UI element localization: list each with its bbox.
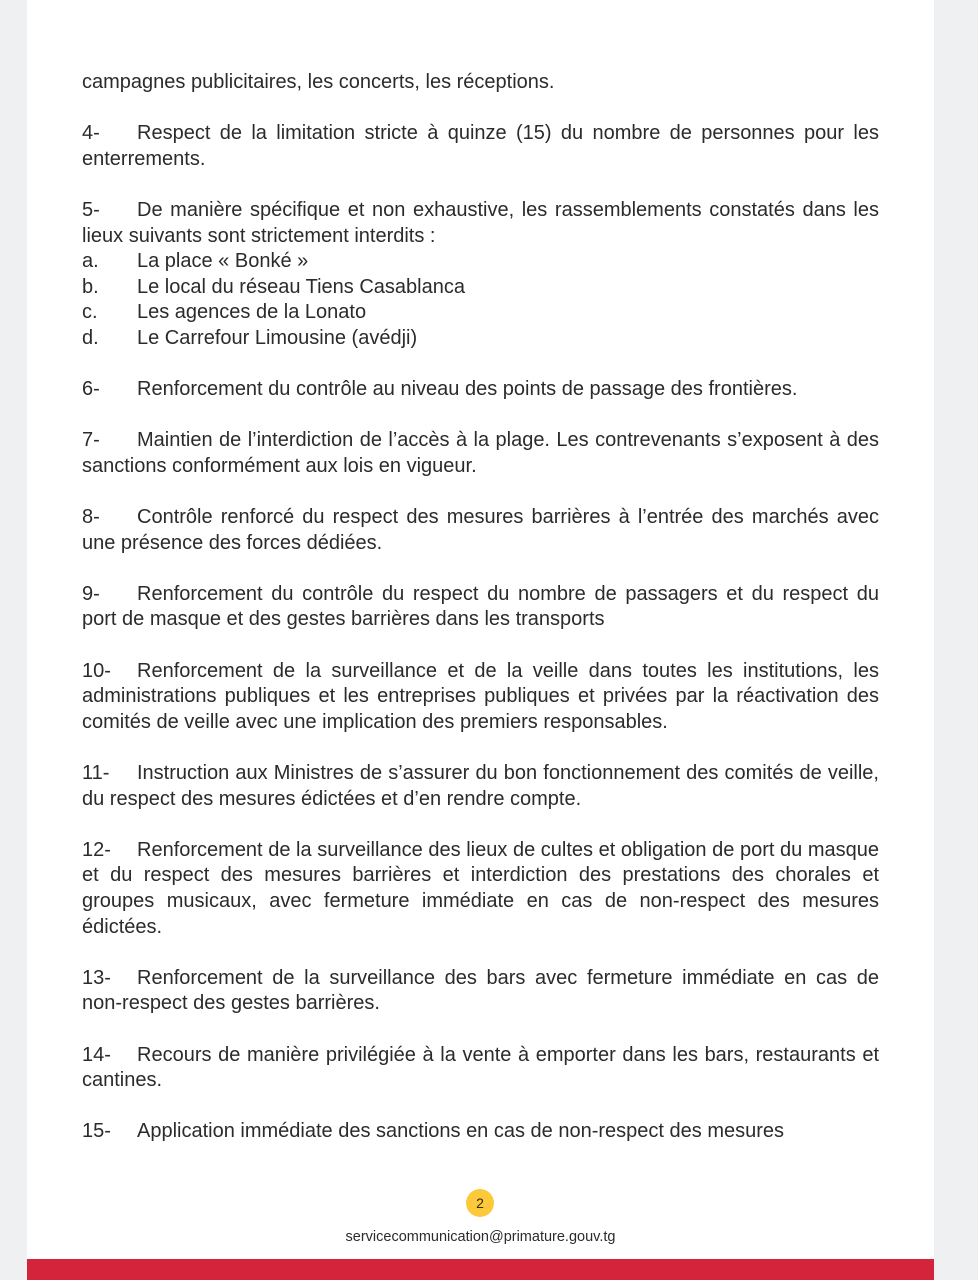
page-number-badge: 2 bbox=[466, 1189, 494, 1217]
list-item bbox=[82, 377, 879, 403]
sub-item-letter: b. bbox=[82, 275, 99, 298]
list-item bbox=[82, 198, 879, 249]
item-number: 10- bbox=[82, 659, 111, 682]
item-text: Maintien de l’interdiction de l’accès à la plage. Les contrevenants s’exposent à des sanctions conformément aux lois en vigueur. bbox=[82, 429, 879, 477]
item-text: De manière spécifique et non exhaustive, les rassemblements constatés dans les lieux suivants sont strictement interdits : bbox=[82, 198, 879, 247]
item-text: Contrôle renforcé du respect des mesures barrières à l’entrée des marchés avec une présence des forces dédiées. bbox=[82, 506, 879, 554]
item-number: 12- bbox=[82, 838, 111, 861]
item-number: 8- bbox=[82, 506, 100, 529]
list-item bbox=[82, 761, 879, 812]
list-item bbox=[82, 1119, 879, 1145]
item-number: 7- bbox=[82, 429, 100, 452]
sub-item-text: Les agences de la Lonato bbox=[137, 301, 367, 324]
item-text: Renforcement de la surveillance et de la veille dans toutes les institutions, les administrations publiques et les entreprises publiques et privées par la réactivation des comités de veille avec une implication des premiers responsables. bbox=[82, 659, 879, 733]
sub-list bbox=[82, 249, 879, 351]
sub-item bbox=[82, 275, 879, 301]
item-text: Renforcement du contrôle au niveau des points de passage des frontières. bbox=[137, 378, 798, 401]
sub-item-letter: c. bbox=[82, 301, 98, 324]
sub-item-text: Le Carrefour Limousine (avédji) bbox=[137, 326, 418, 349]
sub-item-text: La place « Bonké » bbox=[137, 250, 309, 273]
sub-item bbox=[82, 249, 879, 275]
list-item bbox=[82, 505, 879, 556]
sub-item-text: Le local du réseau Tiens Casablanca bbox=[137, 275, 465, 298]
list-item bbox=[82, 838, 879, 940]
item-number: 4- bbox=[82, 122, 100, 145]
list-item bbox=[82, 659, 879, 736]
item-number: 15- bbox=[82, 1120, 111, 1143]
sub-item-letter: a. bbox=[82, 250, 99, 273]
item-text: Renforcement de la surveillance des lieux de cultes et obligation de port du masque et du respect des mesures barrières et interdiction des prestations des chorales et groupes musicaux, avec fermeture immédiate en cas de non-respect des mesures édictées. bbox=[82, 838, 879, 938]
item-text: Application immédiate des sanctions en cas de non-respect des mesures bbox=[137, 1120, 785, 1143]
list-item bbox=[82, 121, 879, 172]
document-page bbox=[27, 0, 934, 1280]
list-item bbox=[82, 966, 879, 1017]
item-number: 11- bbox=[82, 762, 110, 785]
sub-item-letter: d. bbox=[82, 326, 99, 349]
item-text: Instruction aux Ministres de s’assurer du bon fonctionnement des comités de veille, du respect des mesures édictées et d’en rendre compte. bbox=[82, 762, 879, 810]
item-number: 6- bbox=[82, 378, 100, 401]
footer-color-bar bbox=[27, 1259, 934, 1280]
item-text: Recours de manière privilégiée à la vente à emporter dans les bars, restaurants et cantines. bbox=[82, 1043, 879, 1092]
item-text: Respect de la limitation stricte à quinze (15) du nombre de personnes pour les enterrements. bbox=[82, 122, 879, 170]
document-body bbox=[82, 70, 879, 1171]
continuation-text: campagnes publicitaires, les concerts, les réceptions. bbox=[82, 71, 555, 93]
item-number: 14- bbox=[82, 1043, 111, 1066]
list-item bbox=[82, 1043, 879, 1094]
sub-item bbox=[82, 326, 879, 352]
item-text: Renforcement de la surveillance des bars avec fermeture immédiate en cas de non-respect des gestes barrières. bbox=[82, 966, 879, 1015]
footer-email: servicecommunication@primature.gouv.tg bbox=[345, 1229, 616, 1245]
item-number: 13- bbox=[82, 966, 111, 989]
item-text: Renforcement du contrôle du respect du nombre de passagers et du respect du port de masque et des gestes barrières dans les transports bbox=[82, 582, 879, 631]
item-number: 5- bbox=[82, 198, 100, 221]
sub-item bbox=[82, 300, 879, 326]
item-number: 9- bbox=[82, 582, 100, 605]
list-item bbox=[82, 428, 879, 479]
list-item bbox=[82, 582, 879, 633]
